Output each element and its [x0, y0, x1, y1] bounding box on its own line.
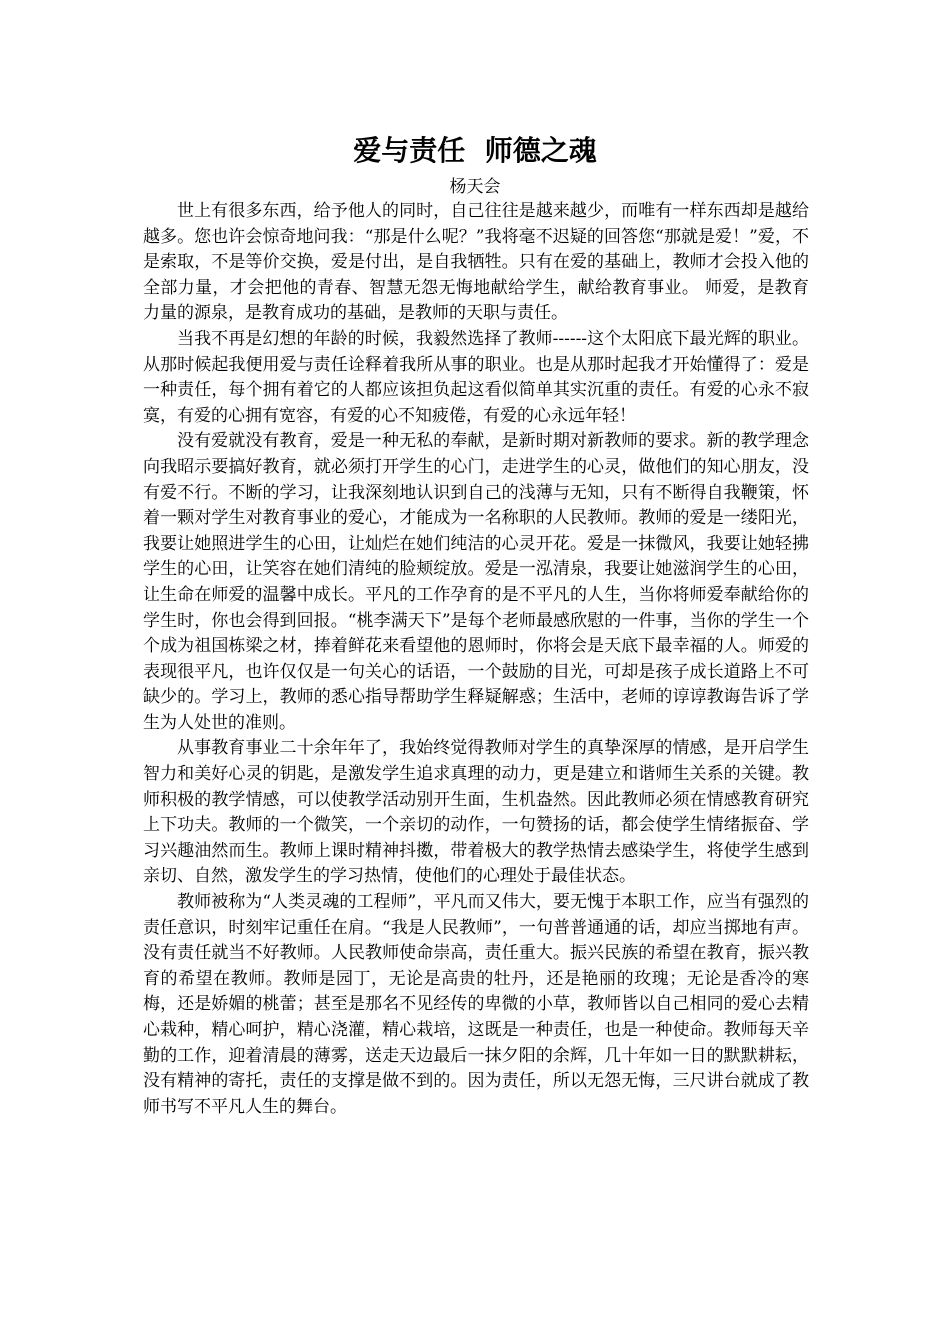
page-title: 爱与责任 师德之魂 — [353, 134, 597, 167]
paragraph-1: 世上有很多东西，给予他人的同时，自己往往是越来越少，而唯有一样东西却是越给越多。您也许会惊奇地问我：“那是什么呢？”我将毫不迟疑的回答您“那就是爱！”爱，不是索取，不是等价交换，爱是付出，是自我牺牲。只有在爱的基础上，教师才会投入他的全部力量，才会把他的青春、智慧无怨无悔地献给学生，献给教育事业。 师爱，是教育力量的源泉，是教育成功的基础，是教师的天职与责任。 — [143, 201, 809, 324]
paragraph-2: 当我不再是幻想的年龄的时候，我毅然选择了教师------这个太阳底下最光辉的职业。从那时候起我便用爱与责任诠释着我所从事的职业。也是从那时起我才开始懂得了：爱是一种责任，每个拥有着它的人都应该担负起这看似简单其实沉重的责任。有爱的心永不寂寞，有爱的心拥有宽容，有爱的心不知疲倦，有爱的心永远年轻！ — [143, 328, 809, 426]
paragraph-4: 从事教育事业二十余年年了，我始终觉得教师对学生的真挚深厚的情感，是开启学生智力和美好心灵的钥匙，是激发学生追求真理的动力，更是建立和谐师生关系的关键。教师积极的教学情感，可以使教学活动别开生面，生机盎然。因此教师必须在情感教育研究上下功夫。教师的一个微笑，一个亲切的动作，一句赞扬的话，都会使学生情绪振奋、学习兴趣油然而生。教师上课时精神抖擞，带着极大的教学热情去感染学生，将使学生感到亲切、自然，激发学生的学习热情，使他们的心理处于最佳状态。 — [143, 738, 809, 887]
paragraph-3: 没有爱就没有教育，爱是一种无私的奉献，是新时期对新教师的要求。新的教学理念向我昭示要搞好教育，就必须打开学生的心门，走进学生的心灵，做他们的知心朋友，没有爱不行。不断的学习，让我深刻地认识到自己的浅薄与无知，只有不断得自我鞭策，怀着一颗对学生对教育事业的爱心，才能成为一名称职的人民教师。教师的爱是一缕阳光，我要让她照进学生的心田，让灿烂在她们纯洁的心灵开花。爱是一抹微风，我要让她轻拂学生的心田，让笑容在她们清纯的脸颊绽放。爱是一泓清泉，我要让她滋润学生的心田，让生命在师爱的温馨中成长。平凡的工作孕育的是不平凡的人生，当你将师爱奉献给你的学生时，你也会得到回报。“桃李满天下”是每个老师最感欣慰的一件事，当你的学生一个个成为祖国栋梁之材，捧着鲜花来看望他的恩师时，你将会是天底下最幸福的人。师爱的表现很平凡，也许仅仅是一句关心的话语，一个鼓励的目光，可却是孩子成长道路上不可缺少的。学习上，教师的悉心指导帮助学生释疑解惑；生活中，老师的谆谆教诲告诉了学生为人处世的准则。 — [143, 431, 809, 733]
author-name: 杨天会 — [449, 177, 501, 197]
article-body — [143, 199, 809, 1120]
paragraph-5: 教师被称为“人类灵魂的工程师”，平凡而又伟大，要无愧于本职工作，应当有强烈的责任意识，时刻牢记重任在肩。“我是人民教师”，一句普普通通的话，却应当掷地有声。没有责任就当不好教师。人民教师使命崇高，责任重大。振兴民族的希望在教育，振兴教育的希望在教师。教师是园丁，无论是高贵的牡丹，还是艳丽的玫瑰；无论是香冷的寒梅，还是娇媚的桃蕾；甚至是那名不见经传的卑微的小草，教师皆以自己相同的爱心去精心栽种，精心呵护，精心浇灌，精心栽培，这既是一种责任，也是一种使命。教师每天辛勤的工作，迎着清晨的薄雾，送走天边最后一抹夕阳的余辉，几十年如一日的默默耕耘，没有精神的寄托，责任的支撑是做不到的。因为责任，所以无怨无悔，三尺讲台就成了教师书写不平凡人生的舞台。 — [143, 892, 809, 1117]
